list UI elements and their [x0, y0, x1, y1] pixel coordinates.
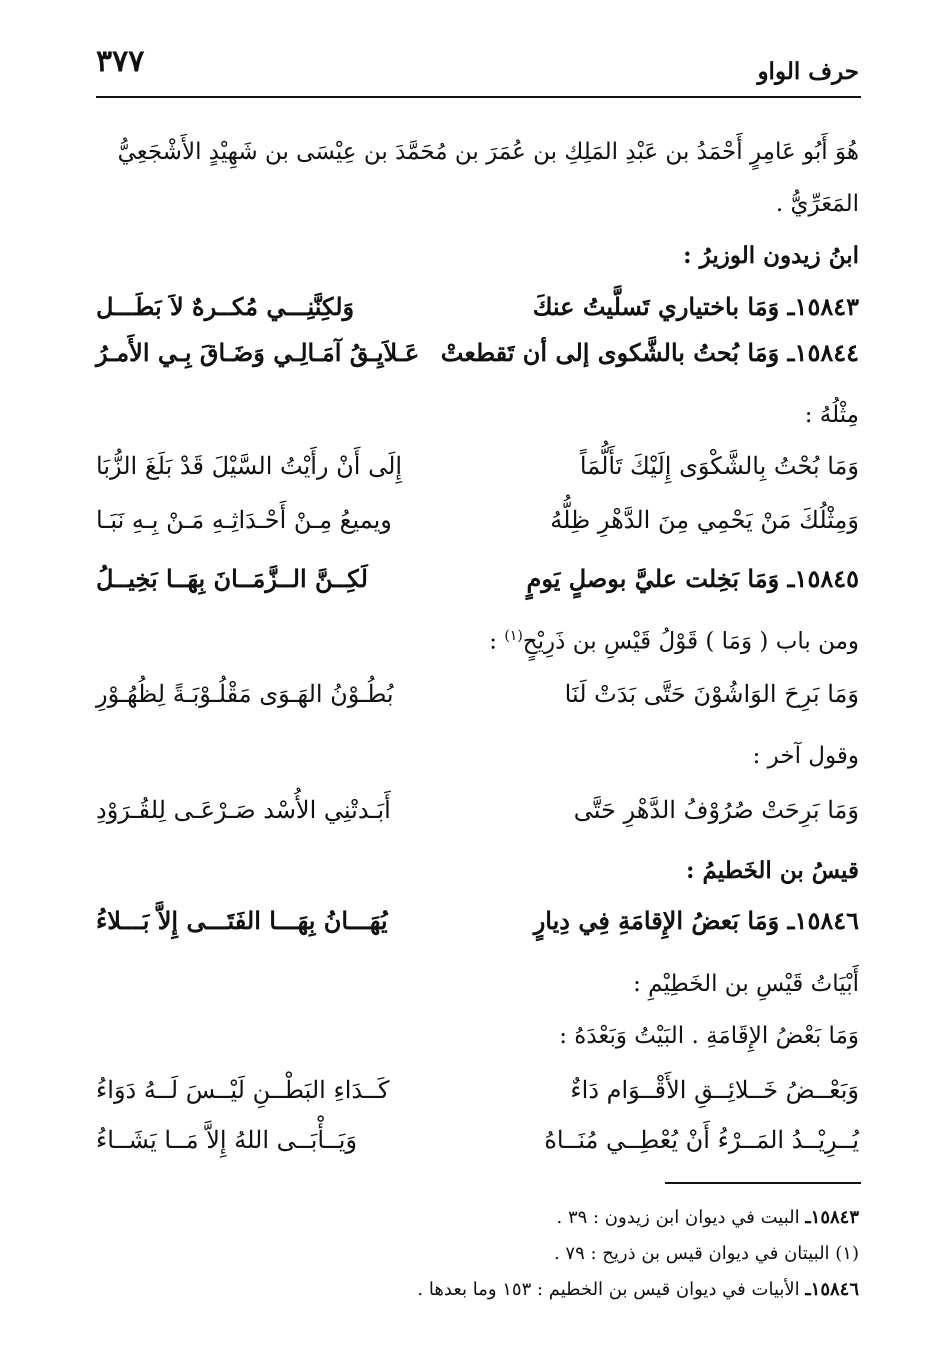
verse-khatim-2	[96, 1120, 859, 1160]
verse-qays-dharih	[96, 674, 859, 714]
header-rule	[96, 96, 861, 98]
verse-mithl-2-first-hemistich: وَمِثْلُكَ مَنْ يَحْمِي مِنَ الدَّهْرِ ظِلُّهُ	[550, 506, 859, 534]
page-number: ٣٧٧	[96, 44, 145, 79]
verse-15844	[96, 333, 859, 373]
verse-15843-first-hemistich: ١٥٨٤٣ـ وَمَا باختياري تَسلَّيتُ عنكَ	[532, 292, 859, 321]
footnote-rule	[665, 1182, 861, 1184]
section-title: حرف الواو	[757, 58, 859, 85]
verse-15846-second-hemistich: يُهَـــانُ بِهَـــا الفَتَـــى إِلاَّ بَـــلاءُ	[96, 906, 388, 935]
verse-15844-second-hemistich: عَـلاَيِـقُ آمَـالِـي وَضَـاقَ بِـي الأَمـرُ	[96, 338, 420, 367]
bab-wama-colon: :	[489, 628, 505, 655]
bio-line-2: المَعَرِّيُّ .	[775, 191, 859, 217]
footnote-15846-number: ١٥٨٤٦ـ	[805, 1279, 859, 1300]
verse-15843-second-hemistich: وَلكِنَّنِـــي مُكــرهٌ لاَ بَطَـــل	[96, 292, 355, 321]
footnote-15843-number: ١٥٨٤٣ـ	[805, 1207, 859, 1228]
footnote-15846	[417, 1276, 859, 1304]
verse-mithl-1-first-hemistich: وَمَا بُحْتُ بِالشَّكْوَى إِلَيْكَ تَأَلُّمَاً	[579, 452, 859, 480]
verse-khatim-2-second-hemistich: وَيَــأْبَــى اللهُ إِلاَّ مَــا يَشَــاءُ	[96, 1126, 358, 1154]
verse-15845-second-hemistich: لَكِــنَّ الــزَّمَــانَ بِهَــا بَخِيــلُ	[96, 564, 368, 593]
verse-akhar	[96, 790, 859, 830]
bab-wama-line	[489, 618, 859, 660]
mithluhu-label: مِثْلُهُ :	[804, 402, 859, 428]
footnote-15843-text: البيت في ديوان ابن زيدون : ٣٩ .	[556, 1207, 806, 1228]
verse-15846-first-hemistich: ١٥٨٤٦ـ وَمَا بَعضُ الإِقامَةِ فِي دِيارٍ	[533, 906, 859, 935]
verse-15845	[96, 559, 859, 599]
footnote-15846-text: الأبيات في ديوان قيس بن الخطيم : ١٥٣ وما بعدها .	[417, 1279, 806, 1300]
verse-akhar-first-hemistich: وَمَا بَرِحَتْ صُرُوْفُ الدَّهْرِ حَتَّى	[573, 796, 859, 824]
footnote-marker: (١)	[504, 628, 523, 644]
verse-khatim-1-first-hemistich: وَبَعْــضُ خَــلائِــقِ الأَقْــوَام دَاءٌ	[570, 1076, 859, 1104]
verse-qays-dharih-first-hemistich: وَمَا بَرِحَ الوَاشُوْنَ حَتَّى بَدَتْ لَنَا	[564, 680, 859, 708]
verse-mithl-2-second-hemistich: ويميعُ مِـنْ أَحْـدَاثِـهِ مَـنْ بِـهِ نَبَـا	[96, 506, 392, 534]
verse-15843	[96, 287, 859, 327]
verse-15846	[96, 901, 859, 941]
bio-line-1: هُوَ أَبُو عَامِرٍ أَحْمَدُ بن عَبْدِ المَلِكِ بن عُمَرَ بن مُحَمَّدَ بن عِيْسَى بن شَهِيْدٍ الأَشْجَعِيُّ	[117, 139, 859, 165]
verse-mithl-1-second-hemistich: إِلَى أَنْ رأَيْتُ السَّيْلَ قَدْ بَلَغَ الزُّبَا	[96, 452, 403, 480]
qawl-akhar-label: وقول آخر :	[752, 743, 859, 769]
verse-15844-first-hemistich: ١٥٨٤٤ـ وَمَا بُحتُ بالشَّكوى إلى أن تَقطعتْ	[440, 338, 859, 367]
qays-khatim-heading: قيسُ بن الخَطيمُ :	[685, 857, 859, 884]
verse-mithl-2	[96, 500, 859, 540]
verse-akhar-second-hemistich: أَبَـدتْنِي الأُسْد صَـرْعَـى لِلقُـرَوْدِ	[96, 796, 391, 824]
abyat-heading: أَبْيَاتُ قَيْسِ بن الخَطِيْمِ :	[633, 971, 859, 997]
footnote-15843	[557, 1204, 860, 1232]
verse-mithl-1	[96, 446, 859, 486]
ibn-zaydun-heading: ابنُ زيدون الوزيرُ :	[683, 242, 859, 269]
bab-wama-text: ومن باب ( وَمَا ) قَوْلُ قَيْسِ بن ذَرِيْحٍ	[522, 628, 859, 655]
verse-khatim-1-second-hemistich: كَــدَاءِ البَطْــنِ لَيْــسَ لَــهُ دَوَاءُ	[96, 1076, 390, 1104]
verse-khatim-2-first-hemistich: يُــرِيْــدُ المَــرْءُ أَنْ يُعْطِــي مُنَــاهُ	[544, 1126, 859, 1154]
wama-bad-line: وَمَا بَعْضُ الإِقَامَةِ . البَيْتُ وَبَعْدَهُ :	[559, 1023, 859, 1049]
verse-15845-first-hemistich: ١٥٨٤٥ـ وَمَا بَخِلت عليَّ بوصلٍ يَومٍ	[526, 564, 859, 593]
verse-khatim-1	[96, 1070, 859, 1110]
footnote-1: (١) البيتان في ديوان قيس بن ذريح : ٧٩ .	[553, 1243, 859, 1264]
verse-qays-dharih-second-hemistich: بُطُـوْنُ الهَـوَى مَقْلُـوْبَـةً لِظُهُـوْرِ	[96, 680, 394, 708]
